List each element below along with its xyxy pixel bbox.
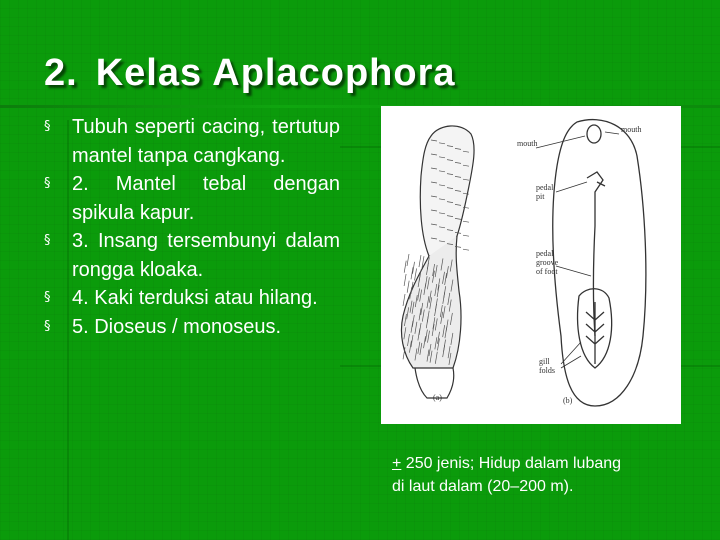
bullet-item — [44, 284, 340, 313]
bullet-item — [44, 170, 340, 227]
title-number: 2. — [44, 52, 78, 94]
label-pedal-groove-2: groove — [536, 258, 559, 267]
specimen-b-body — [553, 120, 646, 406]
spicule-mark — [404, 274, 406, 286]
label-pedal-groove-3: of foot — [536, 267, 558, 276]
caption-line-2: di laut dalam (20–200 m). — [392, 478, 574, 495]
spicule-mark — [419, 255, 421, 267]
caption-text-1: 250 jenis; Hidup dalam lubang — [401, 455, 622, 472]
spicule-mark — [463, 249, 469, 250]
label-mouth-top: mouth — [621, 125, 642, 134]
aplacophora-illustration — [381, 106, 681, 424]
bullet-text: 4. Kaki terduksi atau hilang. — [72, 287, 318, 309]
bullet-marker-icon: § — [44, 318, 51, 334]
bullet-marker-icon: § — [44, 119, 51, 134]
slide-title — [44, 52, 456, 95]
plus-minus-sign: + — [392, 455, 402, 472]
label-gill-folds-1: gill — [539, 357, 550, 366]
spicule-mark — [407, 281, 409, 293]
spicule-mark — [403, 294, 405, 306]
caption-line-1 — [392, 452, 712, 475]
bullet-list — [44, 113, 340, 341]
label-panel-b: (b) — [563, 396, 573, 405]
aplacophora-drawing — [381, 106, 681, 424]
bullet-item — [44, 227, 340, 284]
specimen-a-body — [401, 126, 474, 398]
spicule-mark — [463, 235, 469, 236]
bullet-marker-icon: § — [44, 233, 51, 248]
bullet-marker-icon: § — [44, 176, 51, 191]
spicule-mark — [415, 268, 417, 280]
label-pedal-groove-1: pedal — [536, 249, 554, 258]
label-mouth: mouth — [517, 139, 538, 148]
spicule-mark — [404, 261, 406, 273]
bullet-text: 3. Insang tersembunyi dalam rongga kloaka. — [72, 230, 340, 281]
title-text: Kelas Aplacophora — [95, 52, 456, 94]
label-panel-a: (a) — [433, 393, 442, 402]
bullet-text: 2. Mantel tebal dengan spikula kapur. — [72, 173, 340, 224]
bullet-text: Tubuh seperti cacing, tertutup mantel tanpa cangkang. — [72, 116, 340, 167]
label-pedal-pit-1: pedal — [536, 183, 554, 192]
bullet-item — [44, 113, 340, 170]
label-pedal-pit-2: pit — [536, 192, 545, 201]
bullet-text: 5. Dioseus / monoseus. — [72, 315, 281, 338]
bullet-item — [44, 313, 340, 342]
label-gill-folds-2: folds — [539, 366, 555, 375]
spicule-mark — [407, 254, 409, 266]
spicule-mark — [463, 221, 469, 222]
caption — [392, 452, 712, 498]
bullet-marker-icon: § — [44, 290, 51, 305]
